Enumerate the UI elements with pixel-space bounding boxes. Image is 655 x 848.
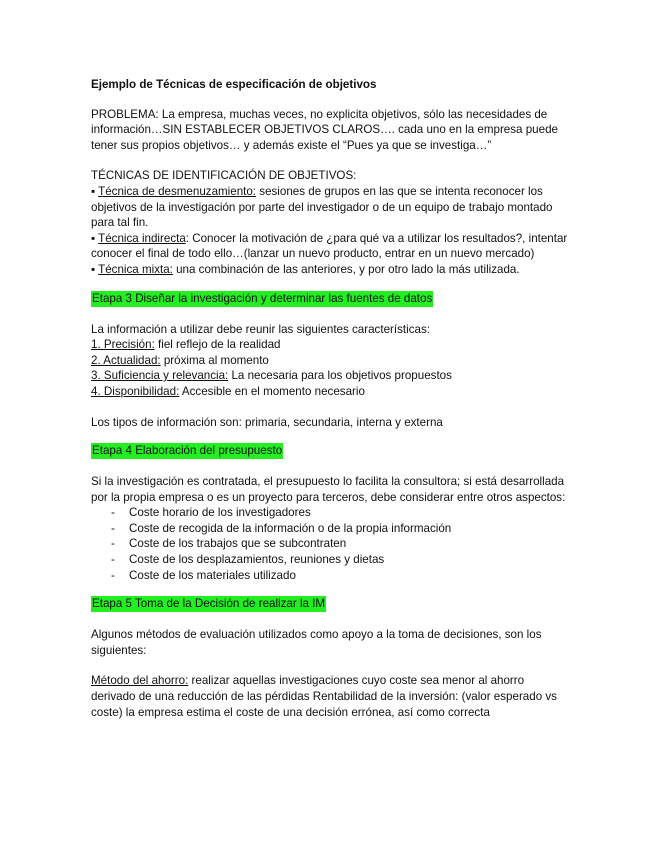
tecnica-term: Técnica de desmenuzamiento: (98, 184, 257, 198)
caracteristica-item (91, 368, 569, 384)
tecnica-item-mixta (91, 262, 569, 278)
caracteristica-term: 2. Actualidad: (91, 353, 161, 367)
caracteristica-item (91, 384, 569, 400)
coste-list (91, 505, 569, 583)
etapa4-intro: Si la investigación es contratada, el presupuesto lo facilita la consultora; si está desarrollada por la propia empresa o es un proyecto para terceros, debe considerar entre otros aspectos: (91, 475, 566, 504)
list-item: - Coste de los trabajos que se subcontraten (111, 536, 569, 552)
caracteristica-desc: Accesible en el momento necesario (179, 384, 365, 398)
list-item: - Coste de los materiales utilizado (111, 568, 569, 584)
tecnica-item-desmenuzamiento (91, 184, 569, 231)
list-item: - Coste horario de los investigadores (111, 505, 569, 521)
tecnica-term: Técnica indirecta (98, 231, 186, 245)
etapa3-heading: Etapa 3 Diseñar la investigación y determinar las fuentes de datos (92, 291, 433, 305)
etapa4-heading: Etapa 4 Elaboración del presupuesto (92, 444, 283, 458)
tecnica-desc: una combinación de las anteriores, y por otro lado la más utilizada. (172, 262, 520, 276)
etapa5-heading: Etapa 5 Toma de la Decisión de realizar la IM (92, 597, 326, 611)
caracteristica-item (91, 337, 569, 353)
bullet: ▪ (91, 231, 96, 245)
etapa3-intro: La información a utilizar debe reunir las siguientes características: (91, 322, 430, 336)
tipos-informacion: Los tipos de información son: primaria, secundaria, interna y externa (91, 415, 443, 429)
metodo-desc: realizar aquellas investigaciones cuyo coste sea menor al ahorro derivado de una reducción de las pérdidas Rentabilidad de la inversión: (valor esperado vs coste) la empresa estima el coste de una decisión errónea, así como correcta (91, 674, 557, 719)
caracteristica-desc: próxima al momento (160, 353, 269, 367)
metodo-term: Método del ahorro: (91, 674, 189, 688)
list-item: - Coste de los desplazamientos, reuniones y dietas (111, 552, 569, 568)
document-body (91, 77, 569, 720)
bullet: ▪ (91, 262, 96, 276)
document-title: Ejemplo de Técnicas de especificación de objetivos (91, 78, 377, 91)
tecnica-desc: sesiones de grupos en las que se intenta reconocer los objetivos de la investigación por parte del investigador o de un equipo de trabajo montado para tal fin. (91, 184, 553, 230)
tecnica-term: Técnica mixta: (98, 262, 173, 276)
tecnicas-heading: TÉCNICAS DE IDENTIFICACIÓN DE OBJETIVOS: (91, 169, 357, 183)
caracteristica-desc: fiel reflejo de la realidad (154, 338, 281, 352)
caracteristica-desc: La necesaria para los objetivos propuestos (228, 369, 452, 383)
bullet: ▪ (91, 184, 96, 198)
etapa5-intro: Algunos métodos de evaluación utilizados como apoyo a la toma de decisiones, son los siguientes: (91, 628, 542, 657)
tecnica-desc: : Conocer la motivación de ¿para qué va a utilizar los resultados?, intentar conocer el final de todo ello…(lanzar un nuevo producto, entrar en un nuevo mercado) (91, 231, 568, 261)
caracteristica-term: 3. Suficiencia y relevancia: (91, 369, 229, 383)
caracteristica-term: 4. Disponibilidad: (91, 384, 180, 398)
list-item: - Coste de recogida de la información o de la propia información (111, 521, 569, 537)
tecnica-item-indirecta (91, 231, 569, 262)
caracteristica-term: 1. Precisión: (91, 338, 155, 352)
caracteristica-item (91, 353, 569, 369)
metodo-ahorro-paragraph (91, 673, 569, 720)
problema-paragraph: PROBLEMA: La empresa, muchas veces, no explicita objetivos, sólo las necesidades de información…SIN ESTABLECER OBJETIVOS CLAROS…. cada uno en la empresa puede tener sus propios objetivos… y además existe el “Pues ya que se investiga…” (91, 107, 558, 152)
